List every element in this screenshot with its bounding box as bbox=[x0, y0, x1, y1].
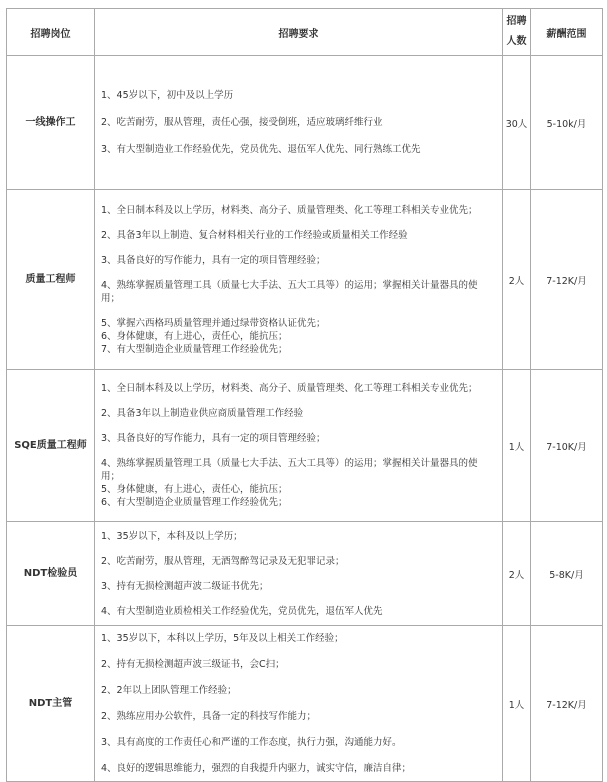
requirement-line: 3、具有高度的工作责任心和严谨的工作态度，执行力强，沟通能力好。 bbox=[101, 737, 402, 748]
table-row bbox=[7, 190, 603, 370]
requirement-line: 1、全日制本科及以上学历，材料类、高分子、质量管理类、化工等理工科相关专业优先； bbox=[101, 383, 478, 394]
requirements-cell bbox=[95, 56, 503, 190]
table-row bbox=[7, 626, 603, 782]
header-requirements: 招聘要求 bbox=[95, 9, 503, 56]
table-row bbox=[7, 370, 603, 522]
count-cell: 1人 bbox=[503, 370, 531, 522]
header-count-line2: 人数 bbox=[506, 36, 527, 47]
salary-cell: 5-10k/月 bbox=[531, 56, 603, 190]
count-cell: 2人 bbox=[503, 190, 531, 370]
requirements-cell bbox=[95, 190, 503, 370]
table-header-row bbox=[7, 9, 603, 56]
requirement-line: 4、有大型制造业质检相关工作经验优先，党员优先，退伍军人优先 bbox=[101, 605, 383, 617]
requirement-line: 3、具备良好的写作能力，具有一定的项目管理经验； bbox=[101, 433, 326, 444]
position-cell: NDT检验员 bbox=[7, 522, 95, 626]
requirement-line: 1、45岁以下，初中及以上学历 bbox=[101, 90, 234, 101]
requirement-line: 2、具备3年以上制造业供应商质量管理工作经验 bbox=[101, 408, 304, 419]
position-cell: SQE质量工程师 bbox=[7, 370, 95, 522]
position-cell: NDT主管 bbox=[7, 626, 95, 782]
requirement-line: 1、35岁以下，本科以上学历，5年及以上相关工作经验； bbox=[101, 633, 344, 644]
requirement-line: 4、熟练掌握质量管理工具（质量七大手法、五大工具等）的运用；掌握相关计量器具的使用； bbox=[101, 279, 478, 304]
requirement-line: 6、有大型制造企业质量管理工作经验优先； bbox=[101, 497, 288, 508]
requirements-cell bbox=[95, 522, 503, 626]
requirements-cell bbox=[95, 370, 503, 522]
requirement-line: 1、全日制本科及以上学历，材料类、高分子、质量管理类、化工等理工科相关专业优先； bbox=[101, 204, 478, 216]
requirement-line: 2、具备3年以上制造、复合材料相关行业的工作经验或质量相关工作经验 bbox=[101, 229, 408, 241]
salary-cell: 7-12K/月 bbox=[531, 626, 603, 782]
requirement-line: 6、身体健康，有上进心，责任心，能抗压； bbox=[101, 330, 288, 342]
requirement-line: 3、具备良好的写作能力，具有一定的项目管理经验； bbox=[101, 254, 326, 266]
salary-cell: 5-8K/月 bbox=[531, 522, 603, 626]
requirement-line: 3、有大型制造业工作经验优先，党员优先、退伍军人优先、同行熟练工优先 bbox=[101, 144, 421, 155]
count-cell: 2人 bbox=[503, 522, 531, 626]
requirement-line: 3、持有无损检测超声波二级证书优先； bbox=[101, 580, 269, 592]
requirement-line: 7、有大型制造企业质量管理工作经验优先； bbox=[101, 343, 288, 355]
table-row bbox=[7, 56, 603, 190]
position-cell: 质量工程师 bbox=[7, 190, 95, 370]
position-cell: 一线操作工 bbox=[7, 56, 95, 190]
requirement-line: 1、35岁以下，本科及以上学历； bbox=[101, 530, 243, 542]
header-position: 招聘岗位 bbox=[7, 9, 95, 56]
requirement-line: 2、吃苦耐劳，服从管理，责任心强，接受倒班，适应玻璃纤维行业 bbox=[101, 117, 383, 128]
requirement-line: 2、2年以上团队管理工作经验； bbox=[101, 685, 237, 696]
requirements-cell bbox=[95, 626, 503, 782]
salary-cell: 7-12K/月 bbox=[531, 190, 603, 370]
salary-cell: 7-10K/月 bbox=[531, 370, 603, 522]
count-cell: 30人 bbox=[503, 56, 531, 190]
requirement-line: 4、良好的逻辑思维能力，强烈的自我提升内驱力，诚实守信，廉洁自律； bbox=[101, 763, 412, 774]
requirement-line: 4、熟练掌握质量管理工具（质量七大手法、五大工具等）的运用；掌握相关计量器具的使用； bbox=[101, 458, 478, 482]
requirement-line: 2、吃苦耐劳，服从管理，无酒驾醉驾记录及无犯罪记录； bbox=[101, 555, 345, 567]
table-row bbox=[7, 522, 603, 626]
requirement-line: 2、熟练应用办公软件，具备一定的科技写作能力； bbox=[101, 711, 317, 722]
header-salary: 薪酬范围 bbox=[531, 9, 603, 56]
recruitment-table bbox=[6, 8, 603, 782]
requirement-line: 5、掌握六西格玛质量管理并通过绿带资格认证优先； bbox=[101, 317, 326, 329]
header-count bbox=[503, 9, 531, 56]
count-cell: 1人 bbox=[503, 626, 531, 782]
requirement-line: 5、身体健康，有上进心，责任心，能抗压； bbox=[101, 484, 288, 495]
header-count-line1: 招聘 bbox=[506, 16, 527, 27]
requirement-line: 2、持有无损检测超声波三级证书，会C扫； bbox=[101, 659, 285, 670]
